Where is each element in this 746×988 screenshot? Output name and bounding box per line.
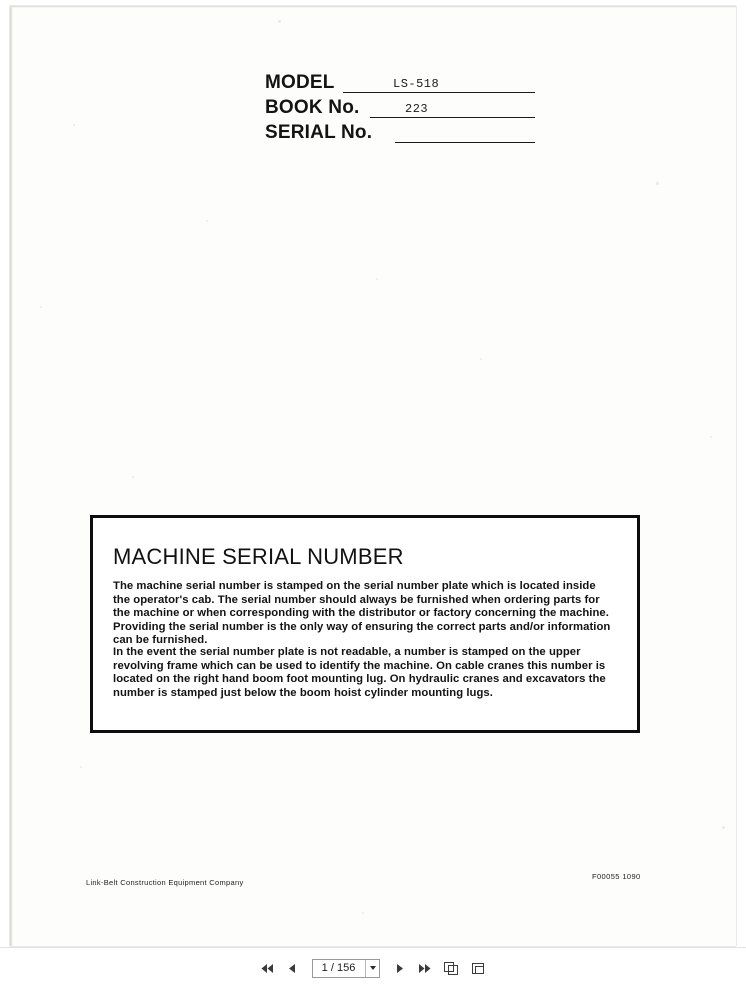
page-footer-doc-code: F00055 1090 <box>592 872 641 881</box>
fit-page-icon[interactable] <box>442 959 460 977</box>
page-number-value: 1 / 156 <box>321 961 356 974</box>
scan-speckle <box>132 476 134 478</box>
scan-speckle <box>206 220 208 222</box>
machine-serial-number-paragraph-1: The machine serial number is stamped on the serial number plate which is located inside the operator's cab. The serial number should always be furnished when ordering parts for the machine or when corresponding with the distributor or factory concerning the machine. Providing the serial number is the only way of ensuring the correct parts and/or information can be furnished. <box>113 580 611 647</box>
model-field-rule <box>343 92 535 93</box>
scan-speckle <box>480 358 482 360</box>
next-page-icon[interactable] <box>392 959 408 977</box>
scan-speckle <box>376 278 378 280</box>
page-edge-shadow-top <box>10 6 736 8</box>
machine-serial-number-paragraph-2: In the event the serial number plate is not readable, a number is stamped on the upper revolving frame which can be used to identify the machine. On cable cranes this number is located on the right hand boom foot mounting lug. On hydraulic cranes and excavators the number is stamped just below the boom hoist cylinder mounting lugs. <box>113 646 606 699</box>
machine-serial-number-box <box>90 515 640 733</box>
page-number-select[interactable] <box>312 959 381 978</box>
scan-speckle <box>710 436 712 438</box>
model-field-label: MODEL <box>265 72 335 93</box>
page-footer-company: Link-Belt Construction Equipment Company <box>86 878 244 887</box>
model-field-value: LS-518 <box>393 77 440 91</box>
scan-speckle <box>722 826 725 829</box>
first-page-icon[interactable] <box>259 959 275 977</box>
scan-speckle <box>362 912 364 914</box>
book-number-field-value: 223 <box>405 102 429 116</box>
serial-number-field-row <box>265 122 525 145</box>
page-edge-shadow-left <box>10 6 13 946</box>
book-number-field-rule <box>370 117 535 118</box>
pdf-toolbar <box>0 947 746 988</box>
scan-speckle <box>278 20 281 23</box>
scan-speckle <box>80 766 82 768</box>
identification-fields <box>265 72 525 147</box>
document-page <box>10 6 736 946</box>
fit-width-icon[interactable] <box>469 959 487 977</box>
pdf-toolbar-controls <box>259 959 488 978</box>
chevron-down-icon[interactable] <box>365 960 379 977</box>
scan-speckle <box>656 182 659 185</box>
previous-page-icon[interactable] <box>284 959 300 977</box>
model-field-row <box>265 72 525 95</box>
last-page-icon[interactable] <box>417 959 433 977</box>
book-number-field-label: BOOK No. <box>265 97 360 118</box>
serial-number-field-label: SERIAL No. <box>265 122 373 143</box>
scan-speckle <box>73 124 75 126</box>
book-number-field-row <box>265 97 525 120</box>
scan-speckle <box>40 306 42 308</box>
serial-number-field-rule <box>395 142 535 143</box>
machine-serial-number-title: MACHINE SERIAL NUMBER <box>113 544 404 569</box>
